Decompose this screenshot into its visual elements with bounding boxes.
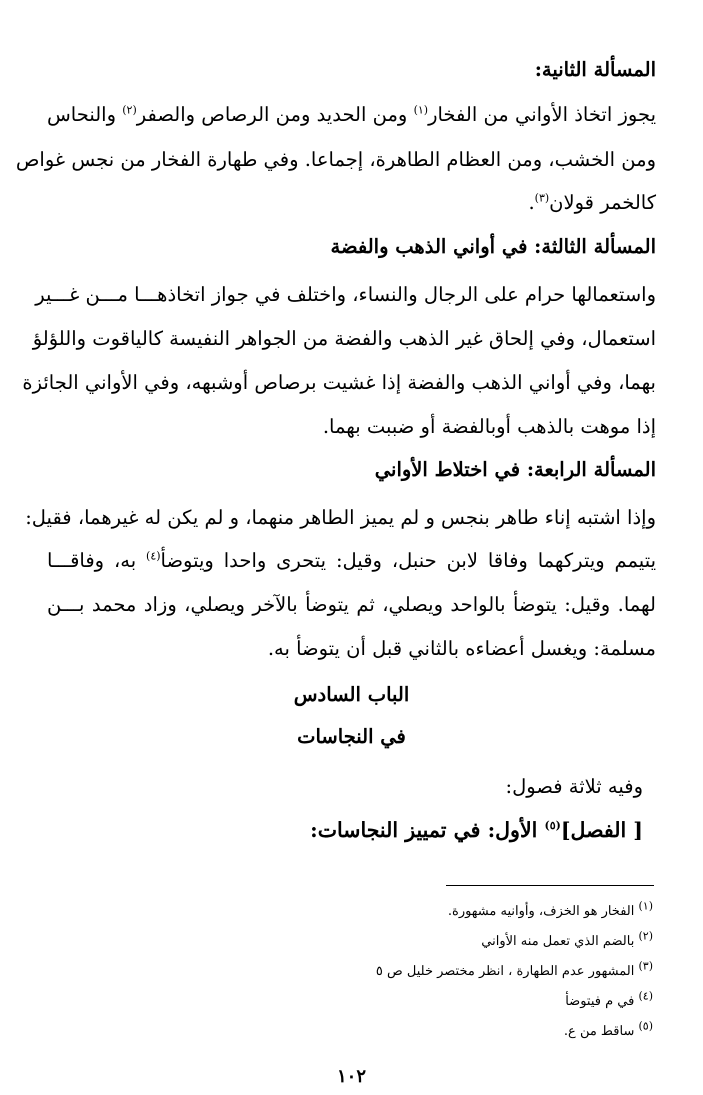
text-line: بهما، وفي أواني الذهب والفضة إذا غشيت برصاص أوشبهه، وفي الأواني الجائزة [22, 371, 656, 394]
text-line [47, 100, 656, 130]
text-line: وفيه ثلاثة فصول: [505, 775, 643, 798]
heading-text: المسألة الثانية: [534, 58, 656, 81]
footnote-ref-5[interactable]: (٥) [544, 819, 561, 833]
text-line [47, 546, 656, 576]
footnote-2 [193, 929, 653, 951]
footnote-number: (٤) [638, 989, 653, 1003]
text-segment: يجوز اتخاذ الأواني من الفخار [428, 103, 656, 126]
chapter-subtitle: في النجاسات [297, 725, 406, 748]
footnote-text: الفخار هو الخزف، وأوانيه مشهورة. [447, 904, 635, 919]
footnote-number: (٣) [638, 959, 653, 973]
footnote-5 [193, 1019, 653, 1041]
footnote-number: (٥) [638, 1019, 653, 1033]
chapter-title: الباب السادس [293, 683, 410, 706]
footnote-text: في م فيتوضأ [565, 994, 635, 1009]
text-segment: ومن الحديد ومن الرصاص والصفر [136, 103, 414, 126]
footnote-ref-3[interactable]: (٣) [534, 191, 550, 205]
footnote-ref-4[interactable]: (٤) [146, 549, 161, 563]
section-heading-2 [47, 55, 656, 85]
text-line: مسلمة: ويغسل أعضاءه بالثاني قبل أن يتوضأ به. [267, 637, 656, 660]
text-line: استعمال، وفي إلحاق غير الذهب والفضة من الجواهر النفيسة كالياقوت واللؤلؤ [32, 327, 656, 350]
footnote-1 [193, 899, 653, 921]
heading-text: الأول: في تمييز النجاسات: [310, 818, 545, 842]
text-line: لهما. وقيل: يتوضأ بالواحد ويصلي، ثم يتوضأ بالآخر ويصلي، وزاد محمد بـــن [47, 593, 656, 616]
footnote-text: المشهور عدم الطهارة ، انظر مختصر خليل ص ٥ [375, 964, 635, 979]
footnote-3 [193, 959, 653, 981]
text-segment: يتيمم ويتركهما وفاقا لابن حنبل، وقيل: يتحرى واحدا ويتوضأ [160, 549, 656, 572]
section-heading-4: المسألة الرابعة: في اختلاط الأواني [374, 458, 656, 481]
footnote-ref-2[interactable]: (٢) [122, 103, 137, 117]
text-segment: كالخمر قولان [549, 191, 656, 214]
text-line: واستعمالها حرام على الرجال والنساء، واختلف في جواز اتخاذهـــا مـــن غـــير [35, 283, 656, 306]
footnote-text: ساقط من ع. [563, 1024, 635, 1039]
section-heading-chapter-1 [34, 815, 643, 845]
text-line [47, 188, 656, 218]
text-line: ومن الخشب، ومن العظام الطاهرة، إجماعا. وفي طهارة الفخار من نجس غواص [15, 148, 656, 171]
text-segment: به، وفاقـــا [47, 549, 147, 572]
footnote-number: (١) [638, 899, 653, 913]
heading-text: [ الفصل] [560, 818, 643, 842]
page-number: ١٠٢ [336, 1066, 366, 1087]
footnote-number: (٢) [638, 929, 653, 943]
footnote-ref-1[interactable]: (١) [413, 103, 429, 117]
footnote-separator [446, 885, 654, 886]
footnote-text: بالضم الذي تعمل منه الأواني [481, 934, 635, 949]
text-segment: والنحاس [47, 103, 123, 126]
section-heading-3: المسألة الثالثة: في أواني الذهب والفضة [330, 235, 656, 258]
footnote-4 [193, 989, 653, 1011]
text-segment: . [528, 191, 535, 214]
text-line: إذا موهت بالذهب أوبالفضة أو ضببت بهما. [322, 415, 656, 438]
text-line: وإذا اشتبه إناء طاهر بنجس و لم يميز الطاهر منهما، و لم يكن له غيرهما، فقيل: [25, 506, 656, 529]
